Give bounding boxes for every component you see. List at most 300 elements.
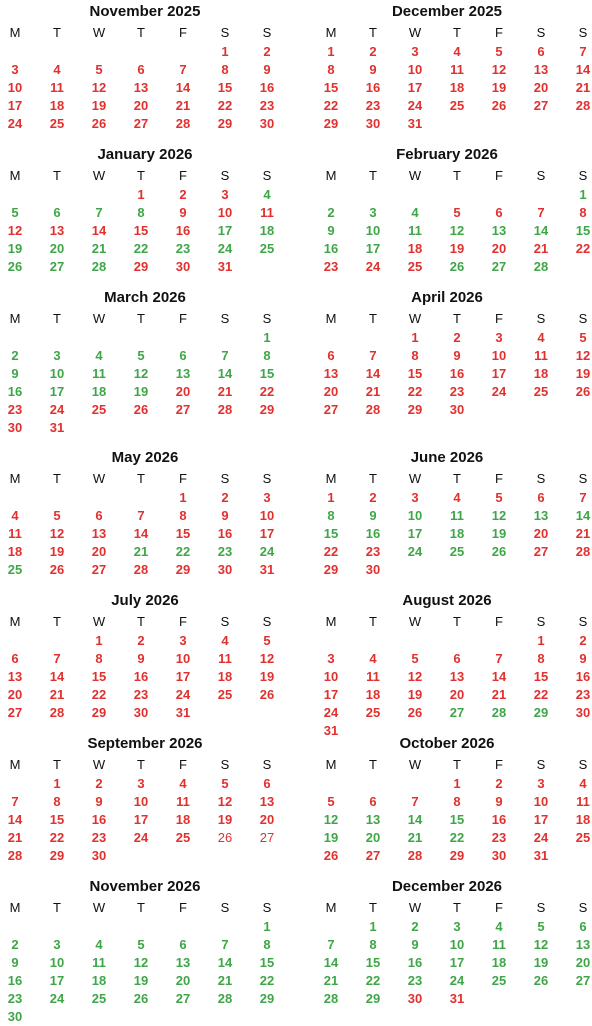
day-cell: 11 — [8, 526, 22, 541]
weekday-header: T — [453, 25, 461, 40]
day-cell: 30 — [91, 848, 107, 863]
day-cell: 4 — [95, 937, 103, 952]
day-cell: 5 — [95, 62, 103, 77]
day-cell: 25 — [175, 830, 191, 845]
weekday-header: F — [179, 311, 187, 326]
day-cell: 17 — [407, 80, 423, 95]
day-cell: 29 — [175, 562, 191, 577]
day-cell: 24 — [533, 830, 549, 845]
weekday-header: S — [220, 25, 230, 40]
day-cell: 26 — [7, 259, 23, 274]
day-cell: 25 — [217, 687, 233, 702]
day-cell: 12 — [491, 508, 507, 523]
day-cell: 26 — [449, 259, 465, 274]
weekday-header: W — [408, 757, 422, 772]
day-cell: 21 — [533, 241, 549, 256]
day-cell: 14 — [91, 223, 107, 238]
day-cell: 11 — [534, 348, 548, 363]
day-cell: 18 — [91, 973, 107, 988]
day-cell: 4 — [453, 490, 461, 505]
day-cell: 2 — [369, 44, 377, 59]
weekday-header: W — [92, 311, 106, 326]
weekday-header: F — [495, 471, 503, 486]
day-cell: 27 — [175, 991, 191, 1006]
day-cell: 27 — [449, 705, 465, 720]
weekday-header: W — [408, 900, 422, 915]
day-cell: 30 — [449, 402, 465, 417]
day-cell: 16 — [491, 812, 507, 827]
day-cell: 3 — [263, 490, 271, 505]
day-cell: 10 — [175, 651, 191, 666]
day-cell: 14 — [217, 366, 233, 381]
day-cell: 1 — [327, 490, 335, 505]
weekday-header: S — [220, 900, 230, 915]
month-july-2026 — [0, 591, 296, 731]
day-cell: 5 — [53, 508, 61, 523]
day-cell: 3 — [11, 62, 19, 77]
day-cell: 25 — [575, 830, 591, 845]
day-cell: 27 — [7, 705, 23, 720]
day-cell: 16 — [7, 384, 23, 399]
day-cell: 10 — [491, 348, 507, 363]
month-title: March 2026 — [104, 289, 186, 306]
day-cell: 21 — [7, 830, 23, 845]
day-cell: 13 — [91, 526, 107, 541]
day-cell: 21 — [491, 687, 507, 702]
month-april-2026 — [316, 288, 592, 428]
day-cell: 22 — [365, 973, 381, 988]
day-cell: 4 — [579, 776, 587, 791]
day-cell: 7 — [411, 794, 419, 809]
day-cell: 27 — [365, 848, 381, 863]
day-cell: 29 — [259, 402, 275, 417]
weekday-header: M — [325, 614, 337, 629]
day-cell: 21 — [217, 973, 233, 988]
weekday-header: M — [9, 25, 21, 40]
day-cell: 11 — [366, 669, 380, 684]
day-cell: 18 — [49, 98, 65, 113]
day-cell: 9 — [137, 651, 145, 666]
day-cell: 12 — [91, 80, 107, 95]
day-cell: 1 — [579, 187, 587, 202]
day-cell: 26 — [323, 848, 339, 863]
day-cell: 13 — [259, 794, 275, 809]
day-cell: 12 — [323, 812, 339, 827]
weekday-header: T — [369, 168, 377, 183]
weekday-header: T — [369, 757, 377, 772]
day-cell: 11 — [218, 651, 232, 666]
day-cell: 13 — [49, 223, 65, 238]
weekday-header: T — [53, 25, 61, 40]
day-cell: 12 — [533, 937, 549, 952]
day-cell: 11 — [260, 205, 274, 220]
day-cell: 14 — [217, 955, 233, 970]
day-cell: 12 — [259, 651, 275, 666]
weekday-header: W — [92, 168, 106, 183]
day-cell: 28 — [133, 562, 149, 577]
weekday-header: T — [453, 471, 461, 486]
weekday-header: T — [137, 614, 145, 629]
weekday-header: M — [9, 757, 21, 772]
day-cell: 25 — [365, 705, 381, 720]
day-cell: 18 — [365, 687, 381, 702]
day-cell: 13 — [133, 80, 149, 95]
day-cell: 3 — [53, 348, 61, 363]
month-title: May 2026 — [111, 449, 179, 466]
weekday-header: S — [220, 757, 230, 772]
day-cell: 6 — [327, 348, 335, 363]
day-cell: 27 — [91, 562, 107, 577]
day-cell: 23 — [449, 384, 465, 399]
weekday-header: M — [9, 168, 21, 183]
day-cell: 24 — [323, 705, 339, 720]
day-cell: 28 — [407, 848, 423, 863]
day-cell: 21 — [575, 526, 591, 541]
day-cell: 16 — [133, 669, 149, 684]
day-cell: 1 — [369, 919, 377, 934]
day-cell: 28 — [533, 259, 549, 274]
day-cell: 8 — [137, 205, 145, 220]
day-cell: 26 — [91, 116, 107, 131]
day-cell: 8 — [453, 794, 461, 809]
day-cell: 4 — [95, 348, 103, 363]
day-cell: 20 — [49, 241, 65, 256]
day-cell: 25 — [407, 259, 423, 274]
day-cell: 16 — [323, 241, 339, 256]
weekday-header: S — [536, 471, 546, 486]
month-november-2026 — [0, 877, 296, 1024]
day-cell: 11 — [576, 794, 590, 809]
day-cell: 13 — [175, 366, 191, 381]
day-cell: 14 — [49, 669, 65, 684]
weekday-header: S — [536, 614, 546, 629]
weekday-header: T — [453, 311, 461, 326]
weekday-header: M — [325, 471, 337, 486]
day-cell: 10 — [49, 366, 65, 381]
weekday-header: S — [578, 168, 588, 183]
weekday-header: T — [369, 900, 377, 915]
day-cell: 30 — [575, 705, 591, 720]
day-cell: 10 — [407, 508, 423, 523]
month-august-2026 — [316, 591, 592, 738]
day-cell: 6 — [495, 205, 503, 220]
day-cell: 22 — [323, 98, 339, 113]
day-cell: 20 — [259, 812, 275, 827]
day-cell: 13 — [533, 62, 549, 77]
day-cell: 8 — [537, 651, 545, 666]
day-cell: 22 — [49, 830, 65, 845]
day-cell: 23 — [175, 241, 191, 256]
day-cell: 9 — [11, 955, 19, 970]
day-cell: 1 — [95, 633, 103, 648]
day-cell: 15 — [259, 955, 275, 970]
day-cell: 2 — [579, 633, 587, 648]
day-cell: 28 — [575, 98, 591, 113]
day-cell: 30 — [407, 991, 423, 1006]
day-cell: 2 — [327, 205, 335, 220]
day-cell: 31 — [217, 259, 233, 274]
day-cell: 19 — [449, 241, 465, 256]
day-cell: 8 — [579, 205, 587, 220]
day-cell: 25 — [91, 402, 107, 417]
day-cell: 18 — [491, 955, 507, 970]
day-cell: 14 — [133, 526, 149, 541]
day-cell: 2 — [179, 187, 187, 202]
day-cell: 4 — [53, 62, 61, 77]
weekday-header: T — [453, 900, 461, 915]
weekday-header: S — [578, 25, 588, 40]
day-cell: 7 — [221, 937, 229, 952]
day-cell: 10 — [533, 794, 549, 809]
weekday-header: T — [137, 311, 145, 326]
day-cell: 1 — [537, 633, 545, 648]
day-cell: 5 — [11, 205, 19, 220]
weekday-header: W — [408, 311, 422, 326]
day-cell: 17 — [133, 812, 149, 827]
day-cell: 9 — [95, 794, 103, 809]
day-cell: 14 — [323, 955, 339, 970]
day-cell: 27 — [133, 116, 149, 131]
weekday-header: S — [578, 757, 588, 772]
day-cell: 17 — [49, 973, 65, 988]
day-cell: 3 — [179, 633, 187, 648]
day-cell: 3 — [453, 919, 461, 934]
day-cell: 20 — [449, 687, 465, 702]
day-cell: 7 — [221, 348, 229, 363]
day-cell: 9 — [221, 508, 229, 523]
day-cell: 17 — [533, 812, 549, 827]
day-cell: 15 — [323, 80, 339, 95]
day-cell: 11 — [92, 366, 106, 381]
day-cell: 24 — [407, 544, 423, 559]
day-cell: 23 — [491, 830, 507, 845]
day-cell: 22 — [259, 384, 275, 399]
day-cell: 20 — [175, 973, 191, 988]
weekday-header: W — [92, 757, 106, 772]
weekday-header: T — [137, 25, 145, 40]
day-cell: 30 — [133, 705, 149, 720]
day-cell: 13 — [323, 366, 339, 381]
day-cell: 17 — [217, 223, 233, 238]
day-cell: 9 — [369, 508, 377, 523]
day-cell: 23 — [365, 544, 381, 559]
weekday-header: T — [137, 471, 145, 486]
weekday-header: M — [9, 471, 21, 486]
day-cell: 3 — [221, 187, 229, 202]
day-cell: 15 — [323, 526, 339, 541]
day-cell: 10 — [259, 508, 275, 523]
day-cell: 17 — [449, 955, 465, 970]
day-cell: 10 — [407, 62, 423, 77]
day-cell: 1 — [179, 490, 187, 505]
month-title: July 2026 — [111, 592, 179, 609]
day-cell: 12 — [575, 348, 591, 363]
day-cell: 11 — [92, 955, 106, 970]
weekday-header: T — [53, 900, 61, 915]
day-cell: 23 — [91, 830, 107, 845]
day-cell: 4 — [453, 44, 461, 59]
day-cell: 24 — [491, 384, 507, 399]
day-cell: 24 — [49, 991, 65, 1006]
day-cell: 24 — [133, 830, 149, 845]
month-february-2026 — [316, 145, 592, 285]
day-cell: 27 — [575, 973, 591, 988]
day-cell: 24 — [217, 241, 233, 256]
month-title: February 2026 — [396, 146, 498, 163]
month-title: December 2025 — [391, 3, 503, 20]
day-cell: 18 — [91, 384, 107, 399]
day-cell: 26 — [491, 98, 507, 113]
day-cell: 13 — [175, 955, 191, 970]
day-cell: 21 — [407, 830, 423, 845]
day-cell: 6 — [95, 508, 103, 523]
day-cell: 14 — [175, 80, 191, 95]
weekday-header: T — [369, 614, 377, 629]
day-cell: 21 — [91, 241, 107, 256]
day-cell: 10 — [7, 80, 23, 95]
day-cell: 27 — [175, 402, 191, 417]
day-cell: 25 — [491, 973, 507, 988]
day-cell: 29 — [365, 991, 381, 1006]
day-cell: 23 — [133, 687, 149, 702]
day-cell: 5 — [221, 776, 229, 791]
weekday-header: M — [325, 757, 337, 772]
day-cell: 25 — [49, 116, 65, 131]
month-title: January 2026 — [97, 146, 193, 163]
day-cell: 15 — [365, 955, 381, 970]
day-cell: 2 — [11, 348, 19, 363]
month-title: April 2026 — [411, 289, 483, 306]
day-cell: 25 — [533, 384, 549, 399]
day-cell: 3 — [537, 776, 545, 791]
weekday-header: T — [369, 311, 377, 326]
day-cell: 19 — [323, 830, 339, 845]
month-may-2026 — [0, 448, 296, 588]
day-cell: 5 — [579, 330, 587, 345]
day-cell: 15 — [259, 366, 275, 381]
day-cell: 6 — [11, 651, 19, 666]
day-cell: 24 — [449, 973, 465, 988]
day-cell: 9 — [579, 651, 587, 666]
day-cell: 5 — [411, 651, 419, 666]
day-cell: 21 — [49, 687, 65, 702]
day-cell: 17 — [491, 366, 507, 381]
day-cell: 31 — [533, 848, 549, 863]
day-cell: 4 — [11, 508, 19, 523]
day-cell: 13 — [533, 508, 549, 523]
weekday-header: T — [453, 757, 461, 772]
weekday-header: S — [578, 614, 588, 629]
weekday-header: F — [179, 900, 187, 915]
day-cell: 8 — [179, 508, 187, 523]
weekday-header: M — [9, 311, 21, 326]
day-cell: 12 — [449, 223, 465, 238]
weekday-header: T — [453, 168, 461, 183]
day-cell: 29 — [449, 848, 465, 863]
day-cell: 5 — [537, 919, 545, 934]
weekday-header: S — [262, 471, 272, 486]
day-cell: 29 — [407, 402, 423, 417]
day-cell: 21 — [133, 544, 149, 559]
day-cell: 30 — [7, 1009, 23, 1024]
day-cell: 26 — [259, 687, 275, 702]
weekday-header: M — [9, 614, 21, 629]
day-cell: 3 — [411, 490, 419, 505]
day-cell: 21 — [323, 973, 339, 988]
day-cell: 10 — [217, 205, 233, 220]
day-cell: 14 — [7, 812, 23, 827]
day-cell: 3 — [369, 205, 377, 220]
day-cell: 16 — [7, 973, 23, 988]
day-cell: 20 — [133, 98, 149, 113]
day-cell: 22 — [175, 544, 191, 559]
day-cell: 6 — [537, 490, 545, 505]
day-cell: 28 — [491, 705, 507, 720]
day-cell: 28 — [175, 116, 191, 131]
day-cell: 12 — [133, 366, 149, 381]
month-title: November 2025 — [89, 3, 201, 20]
month-september-2026 — [0, 734, 296, 874]
day-cell: 18 — [575, 812, 591, 827]
day-cell: 22 — [575, 241, 591, 256]
day-cell: 16 — [449, 366, 465, 381]
day-cell: 26 — [133, 402, 149, 417]
weekday-header: T — [53, 757, 61, 772]
day-cell: 10 — [323, 669, 339, 684]
day-cell: 9 — [495, 794, 503, 809]
day-cell: 20 — [323, 384, 339, 399]
day-cell: 15 — [217, 80, 233, 95]
day-cell: 31 — [175, 705, 191, 720]
day-cell: 16 — [175, 223, 191, 238]
day-cell: 3 — [495, 330, 503, 345]
day-cell: 5 — [495, 490, 503, 505]
month-october-2026 — [316, 734, 592, 874]
day-cell: 12 — [7, 223, 23, 238]
day-cell: 8 — [369, 937, 377, 952]
day-cell: 27 — [49, 259, 65, 274]
day-cell: 3 — [411, 44, 419, 59]
day-cell: 1 — [53, 776, 61, 791]
day-cell: 25 — [449, 98, 465, 113]
day-cell: 17 — [259, 526, 275, 541]
day-cell: 16 — [575, 669, 591, 684]
day-cell: 19 — [133, 384, 149, 399]
day-cell: 22 — [323, 544, 339, 559]
day-cell: 17 — [175, 669, 191, 684]
day-cell: 22 — [449, 830, 465, 845]
weekday-header: T — [137, 900, 145, 915]
day-cell: 18 — [259, 223, 275, 238]
day-cell: 30 — [7, 420, 23, 435]
day-cell: 9 — [179, 205, 187, 220]
day-cell: 16 — [365, 526, 381, 541]
day-cell: 17 — [49, 384, 65, 399]
day-cell: 8 — [327, 62, 335, 77]
day-cell: 14 — [407, 812, 423, 827]
day-cell: 25 — [91, 991, 107, 1006]
day-cell: 28 — [7, 848, 23, 863]
day-cell: 18 — [407, 241, 423, 256]
day-cell: 18 — [449, 80, 465, 95]
weekday-header: W — [92, 471, 106, 486]
day-cell: 27 — [323, 402, 339, 417]
day-cell: 5 — [495, 44, 503, 59]
day-cell: 21 — [365, 384, 381, 399]
weekday-header: S — [262, 614, 272, 629]
weekday-header: S — [262, 25, 272, 40]
day-cell: 11 — [450, 508, 464, 523]
